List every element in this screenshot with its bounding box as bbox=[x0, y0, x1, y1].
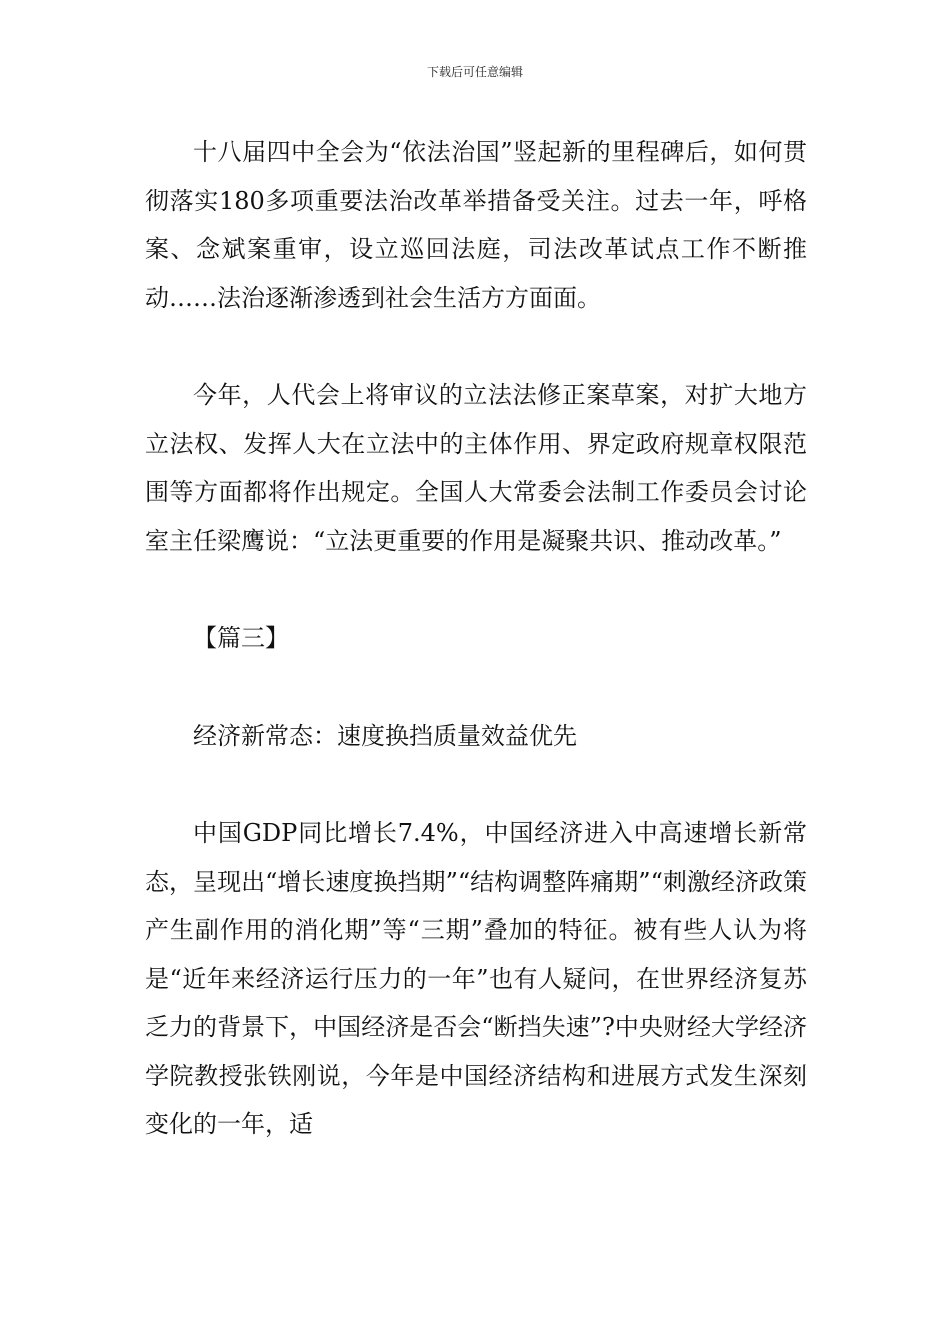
paragraph-rule-of-law: 十八届四中全会为“依法治国”竖起新的里程碑后，如何贯彻落实180多项重要法治改革举措备受关注。过去一年，呼格案、念斌案重审，设立巡回法庭，司法改革试点工作不断推动……法治逐渐渗透到社会生活方方面面。 bbox=[145, 138, 807, 312]
section-heading: 【篇三】 bbox=[193, 624, 289, 652]
section-subtitle: 经济新常态：速度换挡质量效益优先 bbox=[193, 721, 577, 750]
document-body bbox=[145, 128, 807, 1149]
paragraph-economy: 中国GDP同比增长7.4%，中国经济进入中高速增长新常态，呈现出“增长速度换挡期”“结构调整阵痛期”“刺激经济政策产生副作用的消化期”等“三期”叠加的特征。被有些人认为将是“近年来经济运行压力的一年”也有人疑问，在世界经济复苏乏力的背景下，中国经济是否会“断挡失速”?中央财经大学经济学院教授张铁刚说，今年是中国经济结构和进展方式发生深刻变化的一年，适 bbox=[145, 819, 807, 1138]
paragraph-legislation-law: 今年，人代会上将审议的立法法修正案草案，对扩大地方立法权、发挥人大在立法中的主体作用、界定政府规章权限范围等方面都将作出规定。全国人大常委会法制工作委员会讨论室主任梁鹰说：“立法更重要的作用是凝聚共识、推动改革。” bbox=[145, 381, 807, 555]
page-header: 下载后可任意编辑 bbox=[426, 65, 523, 79]
